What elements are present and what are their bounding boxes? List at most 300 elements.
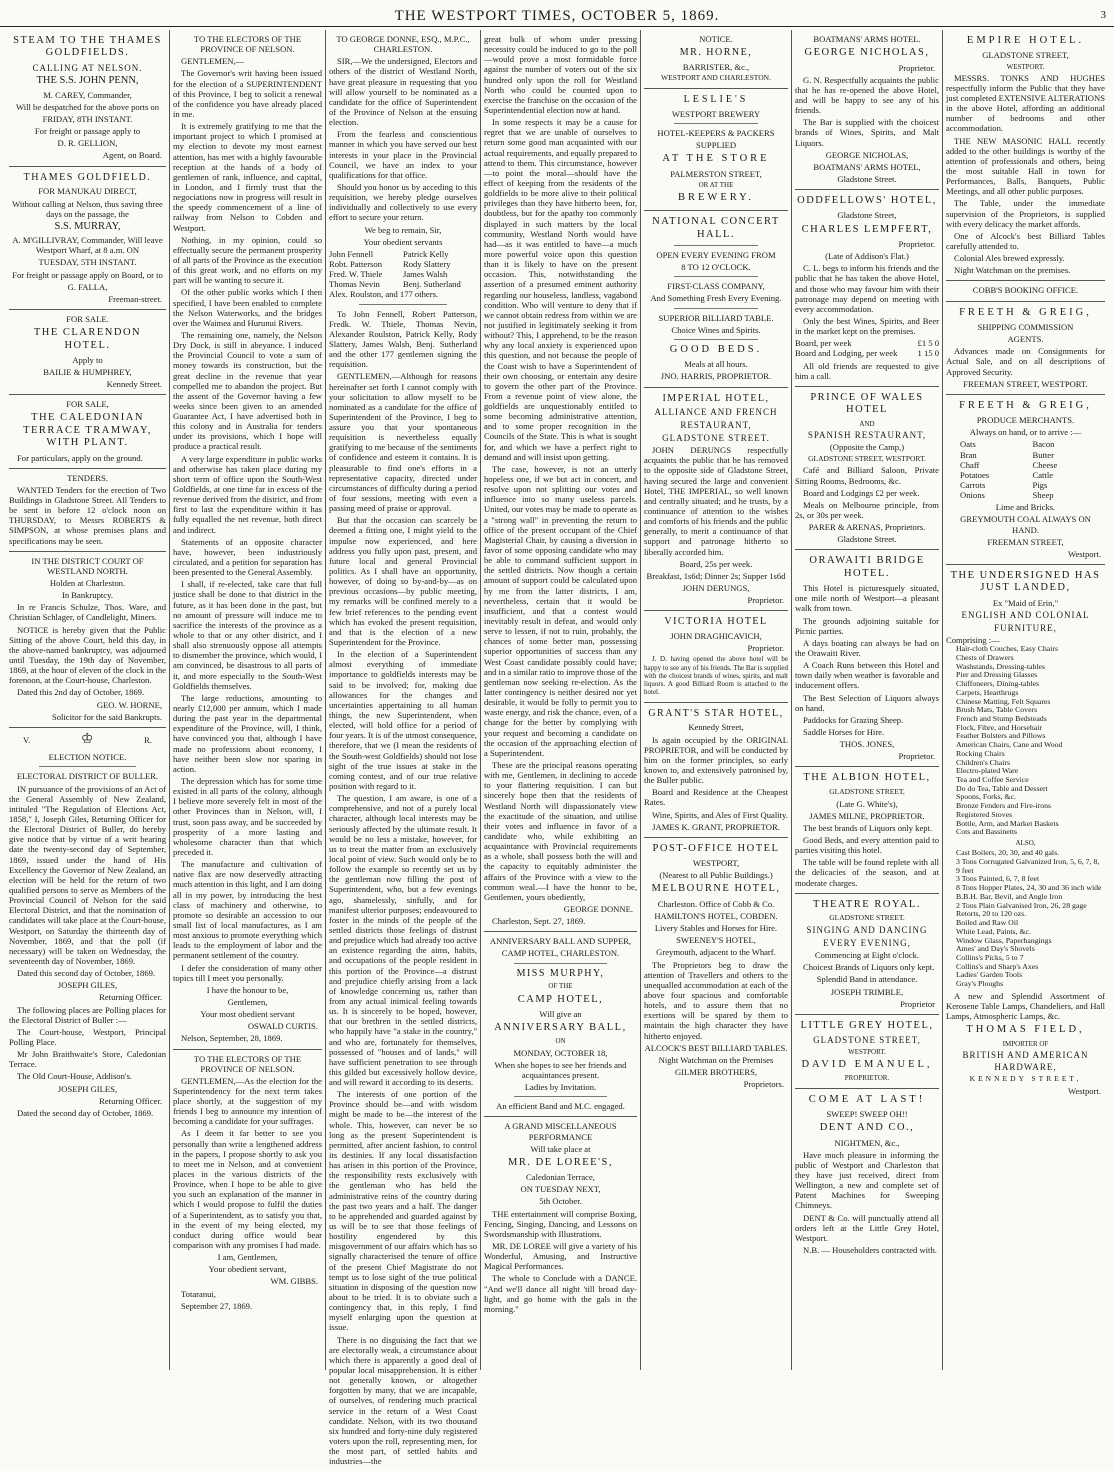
field-sub-3: BRITISH AND AMERICAN bbox=[962, 1049, 1089, 1060]
sweeney-heading: SWEENEY'S HOTEL, bbox=[676, 935, 756, 946]
signatory: Fred. W. Thiele bbox=[329, 269, 383, 280]
theatre-heading: THEATRE ROYAL. bbox=[813, 898, 921, 910]
orawaiti-body: Paddocks for Grazing Sheep. bbox=[803, 714, 904, 725]
signatory: Thomas Nevin bbox=[329, 279, 380, 290]
thames-notice bbox=[9, 167, 166, 310]
furniture-item: Pier and Dressing Glasses bbox=[956, 670, 1038, 680]
grant-sign: JAMES K. GRANT, PROPRIETOR. bbox=[652, 821, 780, 832]
curtis-para: A very large expenditure in public works and otherwise has taken place during my short term of office upon the South-West Goldfields, at one time far in excess of the revenue derived from the district, and from first to last the expenditure within it has fully equalled the net revenue, both direct and indirect. bbox=[173, 453, 322, 535]
oddfellows-body-2: Only the best Wines, Spirits, and Beer in the market kept on the premises. bbox=[795, 315, 939, 337]
polling-place: The Court-house, Westport, Principal Polling Place. bbox=[9, 1026, 166, 1047]
election-sign-2: JOSEPH GILES, bbox=[57, 1083, 118, 1094]
produce-item: Pigs bbox=[1032, 480, 1048, 491]
curtis-para: The large reductions, amounting to nearly £12,000 per annum, which I made during the past year in the departmental expenditure of the Province, will, I think, have convinced you that, although I have made no professions about economy, I have neither been slow nor sparing in action. bbox=[173, 692, 322, 774]
theatre-every: EVERY EVENING, bbox=[823, 937, 911, 948]
oddfellows-role: Proprietor. bbox=[898, 238, 935, 249]
furniture-item: Bronze Fenders and Fire-irons bbox=[956, 801, 1052, 811]
boatmans-label: BOATMANS' ARMS HOTEL. bbox=[813, 34, 921, 44]
sweep-body: Have much pleasure in informing the public of Westport and Charleston that they have just received, direct from Wellington, a new and complete set of Patent Machines for Sweeping Chimneys. bbox=[795, 1149, 939, 1211]
ball-band: An efficient Band and M.C. engaged. bbox=[496, 1101, 625, 1112]
signatory: John Fennell bbox=[329, 248, 374, 259]
post-note: (Nearest to all Public Buildings.) bbox=[659, 870, 773, 881]
royal-arms-icon: ♔ bbox=[80, 731, 94, 747]
grant-body: Is again occupied by the ORIGINAL PROPRIETOR, and will be conducted by him on the former principles, so early known to, and extensively patronised by, the Buller public. bbox=[644, 734, 788, 786]
empire-body: THE NEW MASONIC HALL recently added to the other buildings is worthy of the attention of professionals and others, being the most suitable Hall in town for Performances, Balls, Banquets, Public Meetings, and all other public purposes. bbox=[946, 135, 1105, 197]
produce-item: Bran bbox=[960, 449, 977, 460]
orawaiti-hotel bbox=[795, 550, 939, 767]
election-sign: JOSEPH GILES, bbox=[57, 980, 118, 991]
imperial-rest: RESTAURANT, bbox=[680, 419, 752, 430]
furniture-item: Chinese Matting, Felt Squares bbox=[956, 696, 1051, 706]
court-sign: GEO. W. HORNE, bbox=[96, 699, 162, 710]
boatmans-street: Gladstone Street. bbox=[837, 173, 897, 184]
oddfellows-name: CHARLES LEMPFERT, bbox=[801, 223, 933, 235]
freeth-street: FREEMAN STREET, WESTPORT. bbox=[963, 378, 1088, 389]
thames-ship: S.S. MURRAY, bbox=[54, 220, 121, 232]
furniture-item: Hair-cloth Couches, Easy Chairs bbox=[956, 644, 1059, 654]
furniture-item: Tea and Coffee Service bbox=[956, 775, 1029, 785]
theatre-royal bbox=[795, 894, 939, 1015]
field-place: Westport. bbox=[1068, 1085, 1101, 1096]
produce-item: Bacon bbox=[1032, 439, 1055, 450]
reply-cont: These are the principal reasons operating with me, Gentlemen, in declining to accede to your flattering requisition. I can but sincerely hope then that the residents of Westland North will dispassionately view the exactitude of the situation, and utilise their votes and influence in favor of a candidate who, while exhibiting an acquaintance with Provincial requirements as a whole, shall possess both the will and the capacity to equitably administer the affairs of the Province with a view to the common weal.—I have the honor to be, Gentlemen, yours obediently, bbox=[484, 759, 637, 902]
horne-name: MR. HORNE, bbox=[679, 47, 753, 59]
furniture-item: Spoons, Forks, &c. bbox=[956, 792, 1016, 802]
oddfellows-heading: ODDFELLOWS' HOTEL, bbox=[797, 195, 937, 207]
donne-remain-2: Your obedient servants bbox=[363, 236, 443, 247]
theatre-sing: SINGING AND DANCING bbox=[806, 924, 928, 935]
steam-freight: For freight or passage apply to bbox=[34, 126, 141, 137]
reply-to: To John Fennell, Robert Patterson, Fredk. W. Thiele, Thomas Nevin, Alexander Roulston, Patrick Kelly, Rody Slattery, James Walsh, Benj. Sutherland and the other 177 gentlemen signing the requisition. bbox=[329, 308, 477, 370]
prince-opp: (Opposite the Camp,) bbox=[829, 442, 905, 453]
tenders-label: TENDERS. bbox=[67, 472, 108, 483]
signatory: Robt. Patterson bbox=[329, 258, 382, 269]
empire-body: The Table, under the immediate supervision of the Proprietors, is supplied with every delicacy the market affords. bbox=[946, 198, 1105, 229]
prince-meals: Meals on Melbourne principle, from 2s, or 30s per week. bbox=[795, 499, 939, 520]
hardware-item: Cast Boilers, 20, 30, and 40 gals. bbox=[956, 848, 1060, 858]
ball-date: MONDAY, OCTOBER 18, bbox=[513, 1047, 608, 1058]
little-place: WESTPORT. bbox=[848, 1047, 886, 1056]
perf-place: Will take place at bbox=[530, 1143, 591, 1154]
curtis-para: I defer the consideration of many other topics till I meet you personally. bbox=[173, 962, 322, 983]
thames-body2: A. M'GILLIVRAY, Commander, Will leave Westport Wharf, at 8 a.m. ON bbox=[12, 235, 163, 256]
boatmans-heading: GEORGE NICHOLAS, bbox=[804, 47, 930, 59]
perf-date-2: 5th October. bbox=[539, 1196, 582, 1207]
court-heading: IN THE DISTRICT COURT OF WESTLAND NORTH. bbox=[31, 555, 144, 576]
melbourne-note: Charleston. Office of Cobb & Co. bbox=[657, 898, 775, 909]
post-night: Night Watchman on the Premises bbox=[658, 1054, 774, 1065]
theatre-band: Splendid Band in attendance. bbox=[816, 974, 918, 985]
masthead bbox=[0, 0, 1114, 27]
freeth-always: Always on hand, or to arrive :— bbox=[969, 427, 1082, 438]
horne-role: BARRISTER, &c., bbox=[682, 61, 750, 72]
concert-wines: Choice Wines and Spirits. bbox=[671, 324, 761, 335]
little-role: PROPRIETOR. bbox=[844, 1074, 890, 1083]
freeth-produce-street: FREEMAN STREET, bbox=[987, 536, 1064, 547]
leslie-supplied: SUPPLIED bbox=[695, 140, 737, 150]
court-re: In re Francis Schulze, Thos. Ware, and Christian Schlager, of Candlelight, Miners. bbox=[9, 602, 166, 623]
albion-body: Good Beds, and every attention paid to parties visiting this hotel. bbox=[795, 835, 939, 856]
election-dated: Dated this second day of October, 1869. bbox=[17, 968, 156, 979]
albion-body: The table will be found replete with all the delicacies of the season, and at moderate charges. bbox=[795, 857, 939, 888]
steam-master: M. CAREY, Commander, bbox=[43, 89, 132, 100]
empire-hotel bbox=[946, 30, 1105, 281]
field-lamps: A new and Splendid Assortment of Kerosene Table Lamps, Chandeliers, and Hall Lamps, Atmospheric Lamps, &c. bbox=[946, 990, 1105, 1022]
page-number: 3 bbox=[1100, 9, 1106, 21]
hardware-item: 8 Tons Hopper Plates, 24, 30 and 36 inch wide bbox=[956, 883, 1102, 893]
donne-reply-continued bbox=[484, 30, 637, 932]
performance-notice bbox=[484, 1117, 637, 1319]
little-grey-hotel bbox=[795, 1015, 939, 1089]
hardware-item: B.B.H. Bar, Bevil, and Angle Iron bbox=[956, 891, 1063, 901]
furniture-item: Brush Mats, Table Covers bbox=[956, 705, 1038, 715]
steam-heading: STEAM TO THE THAMES GOLDFIELDS. bbox=[13, 35, 162, 59]
perf-body: MR. DE LOREE will give a variety of his Wonderful, Amusing, and Instructive Magical Performances. bbox=[484, 1241, 637, 1272]
rate-value: £1 5 0 bbox=[917, 338, 939, 349]
orawaiti-body: A Coach Runs between this Hotel and town daily when weather is favorable and inducement offers. bbox=[795, 660, 939, 691]
post-role: Proprietors. bbox=[743, 1079, 784, 1090]
post-office-hotel bbox=[644, 838, 788, 1094]
column-4 bbox=[480, 30, 640, 1370]
field-also: ALSO, bbox=[1015, 839, 1036, 848]
newspaper-title: THE WESTPORT TIMES, OCTOBER 5, 1869. bbox=[394, 8, 720, 24]
column-2 bbox=[169, 30, 325, 1370]
reply-para: The interests of one portion of the Province should be—and with wisdom might be made to be—the interest of the whole. This, however, can never be so long as the present Superintendent is permitted, after ancient fashion, to control its destinies. If any local dissatisfaction has arisen in this portion of the Province, the responsibility rests exclusively with the gentleman who has held the administrative reins of the country during the past two years and a half. The danger to be apprehended and guarded against by us will be to see that those feelings of hostility engendered by this misgovernment of our affairs which has so signally characterised the tenure of office of the present Chief Magistrate do not tempt us to lose sight of the true political situation in disposing of the question now about to be tried. It is to obviate such a contingency that, in this reply, I find myself enlarging upon the question at issue. bbox=[329, 1089, 477, 1333]
sweep-body-2: DENT & Co. will punctually attend all orders left at the Little Grey Hotel, Westport. bbox=[795, 1212, 939, 1243]
furniture-item: American Chairs, Cane and Wood bbox=[956, 740, 1063, 750]
curtis-address bbox=[173, 30, 322, 1050]
curtis-sign: OSWALD CURTIS. bbox=[247, 1021, 318, 1032]
albion-late: (Late G. White's), bbox=[836, 798, 898, 809]
imperial-sign: JOHN DERUNGS, bbox=[682, 582, 750, 593]
horne-place: WESTPORT AND CHARLESTON. bbox=[661, 73, 771, 83]
clarendon-street: Kennedy Street. bbox=[106, 379, 162, 390]
leslie-name: LESLIE'S bbox=[683, 93, 749, 105]
court-bankruptcy: In Bankruptcy. bbox=[62, 590, 113, 601]
gibbs-para: As I deem it far better to see you personally than write a lengthened address in the papers, I propose shortly to ask you to meet me in Nelson, and at convenient places in the various districts of the Province, when I hope to be able to give you such an explanation of the manner in which I would propose to fulfil the duties of a Superintendent, as to satisfy you that, in the event of my being elected, my conduct during office would bear comparison with any promises I had made. bbox=[173, 1128, 322, 1251]
steam-date: FRIDAY, 8TH INSTANT. bbox=[42, 114, 133, 125]
empire-body: One of Alcock's best Billiard Tables carefully attended to. bbox=[946, 230, 1105, 252]
field-sub-2: FURNITURE, bbox=[994, 622, 1057, 633]
concert-heading: NATIONAL CONCERT HALL. bbox=[652, 216, 780, 240]
donne-dated: Charleston, Sept. 27, 1869. bbox=[492, 916, 586, 927]
freeth-produce bbox=[946, 395, 1105, 565]
prince-body: Café and Billiard Saloon, Private Sitting Rooms, Bedrooms, &c. bbox=[795, 465, 939, 486]
polling-place: Mr John Braithwaite's Store, Caledonian Terrace. bbox=[9, 1049, 166, 1070]
orawaiti-body: The grounds adjoining suitable for Picnic parties. bbox=[795, 615, 939, 636]
produce-list bbox=[946, 439, 1105, 500]
furniture-item: Chiffoneers, Dining-tables bbox=[956, 679, 1040, 689]
thames-body1: Without calling at Nelson, thus saving three days on the passage, the bbox=[12, 198, 163, 219]
imperial-board: Board, 25s per week. bbox=[679, 558, 753, 569]
signatory: James Walsh bbox=[403, 269, 448, 280]
thames-agent-note: Freeman-street. bbox=[108, 293, 162, 304]
thames-date: TUESDAY, 5TH INSTANT. bbox=[38, 257, 137, 268]
election-district: ELECTORAL DISTRICT OF BULLER. bbox=[16, 771, 159, 782]
ball-place: CAMP HOTEL, CHARLESTON. bbox=[501, 948, 620, 959]
reply-cont: great bulk of whom under pressing necessity could be induced to go to the poll—would prove a most formidable force against the number of voters out of the six hundred only upon the roll for Westland North who could be counted upon to exercise the franchise on the occasion of the Superintendential election now at hand. bbox=[484, 34, 637, 115]
grant-board: Board and Residence at the Cheapest Rates. bbox=[644, 787, 788, 808]
ball-hotel: CAMP HOTEL, bbox=[517, 993, 604, 1005]
field-sub-4: HARDWARE, bbox=[994, 1062, 1057, 1073]
hamilton-heading: HAMILTON'S HOTEL, COBDEN. bbox=[654, 910, 778, 921]
concert-meals: Meals at all hours. bbox=[684, 359, 748, 370]
orawaiti-sign: THOS. JONES, bbox=[839, 739, 895, 750]
orawaiti-body: This Hotel is picturesquely situated, one mile north of Westport—a pleasant walk from town. bbox=[795, 583, 939, 614]
melbourne-heading: MELBOURNE HOTEL, bbox=[651, 883, 781, 895]
perf-date: ON TUESDAY NEXT, bbox=[520, 1184, 601, 1195]
imperial-street: GLADSTONE STREET. bbox=[662, 432, 770, 443]
gibbs-dated-2: September 27, 1869. bbox=[181, 1300, 253, 1311]
donne-remain: We beg to remain, Sir, bbox=[364, 224, 442, 235]
column-5 bbox=[640, 30, 791, 1370]
freeth-sub-2: AGENTS. bbox=[1007, 334, 1044, 345]
tenders-body: WANTED Tenders for the erection of Two Buildings in Gladstone Street. All Tenders to be sent in before 12 o'clock noon on THURSDAY, to Messrs ROBERTS & SIMPSON, at whose premises plans and specifications may be seen. bbox=[9, 484, 166, 546]
field-comp: Comprising :— bbox=[946, 635, 1000, 646]
reply-para: There is no disguising the fact that we are electorally weak, a circumstance about which there is apparently a good deal of popular local misapprehension. It is either not generally known, or altogether forgotten by many, that we are incapable, of ourselves, of rendering much practical service in the return of a West Coast candidate. Nelson, with its two thousand six hundred and forty-nine duly registered voters upon the roll, representing men, for the most part, of settled habits and industries—the bbox=[329, 1334, 477, 1467]
produce-item: Oats bbox=[960, 439, 976, 450]
hardware-item: Window Glass, Paperhangings bbox=[956, 935, 1052, 945]
donne-para: Should you honor us by acceding to this requisition, we hereby pledge ourselves individually and collectively to use every effort to secure your return. bbox=[329, 181, 477, 223]
field-sub: ENGLISH AND COLONIAL bbox=[961, 609, 1090, 620]
produce-item: Sheep bbox=[1032, 490, 1054, 501]
hardware-item: 3 Tons Painted, 6, 7, 8 feet bbox=[956, 874, 1040, 884]
rate-value: 1 15 0 bbox=[917, 348, 939, 359]
orawaiti-body: The Best Selection of Liquors always on hand. bbox=[795, 692, 939, 713]
gibbs-dated: Totaranui, bbox=[181, 1288, 216, 1299]
freeth-heading: FREETH & GREIG, bbox=[959, 306, 1092, 318]
post-place: WESTPORT, bbox=[692, 858, 740, 869]
furniture-item: Chests of Drawers bbox=[956, 652, 1014, 662]
albion-street: GLADSTONE STREET, bbox=[829, 786, 905, 796]
hardware-item: Gray's Ploughs bbox=[956, 979, 1004, 989]
vr-left: V. bbox=[23, 735, 31, 746]
albion-name: JAMES MILNE, PROPRIETOR. bbox=[809, 810, 925, 821]
curtis-close-3: Your most obedient servant bbox=[200, 1009, 295, 1020]
furniture-list bbox=[946, 645, 1105, 837]
election-role: Returning Officer. bbox=[99, 992, 162, 1003]
orawaiti-heading: ORAWAITI BRIDGE HOTEL. bbox=[809, 555, 925, 579]
victoria-body: J. D. having opened the above hotel will be happy to see any of his friends. The Bar is supplied with the choicest brands of wines, spirits, and malt liquors. A good Billiard Room is attached to the hotel. bbox=[644, 655, 788, 697]
thames-freight: For freight or passage apply on Board, or to bbox=[12, 269, 163, 280]
sweeney-note: Greymouth, adjacent to the Wharf. bbox=[656, 947, 776, 958]
court-notice bbox=[9, 552, 166, 728]
concert-hours: 8 TO 12 O'CLOCK. bbox=[681, 262, 751, 273]
sale-label: FOR SALE. bbox=[66, 314, 109, 325]
victoria-role: Proprietor. bbox=[747, 643, 784, 654]
produce-item: Cheese bbox=[1032, 459, 1058, 470]
albion-body: The best brands of Liquors only kept. bbox=[803, 822, 933, 833]
field-imp: IMPORTER OF bbox=[1002, 1039, 1049, 1048]
grant-hotel bbox=[644, 703, 788, 838]
freeth-produce-sub: PRODUCE MERCHANTS. bbox=[976, 415, 1075, 426]
produce-item: Cattle bbox=[1032, 469, 1054, 480]
little-name: DAVID EMANUEL, bbox=[801, 1059, 933, 1071]
hardware-item: Collins's Picks, 5 to 7 bbox=[956, 952, 1024, 962]
prince-hotel bbox=[795, 387, 939, 551]
furniture-item: Electro-plated Ware bbox=[956, 766, 1019, 776]
donne-para: SIR,—We the undersigned, Electors and others of the district of Westland North, have great pleasure in requesting that you will allow yourself to be nominated as a candidate for the office of Superintendent of the Province of Nelson at the ensuing election. bbox=[329, 56, 477, 128]
gibbs-close: I am, Gentlemen, bbox=[217, 1252, 278, 1263]
freeth-produce-heading: FREETH & GREIG, bbox=[959, 399, 1092, 411]
freeth-sub: SHIPPING COMMISSION bbox=[977, 321, 1074, 332]
oddfellows-hotel bbox=[795, 190, 939, 387]
oddfellows-street: Gladstone Street, bbox=[837, 210, 897, 221]
hardware-item: White Lead, Paints, &c. bbox=[956, 926, 1031, 936]
hardware-item: 3 Tons Corrugated Galvanized Iron, 5, 6, 7, 8, 9 feet bbox=[956, 857, 1100, 875]
rate-label: Board and Lodging, per week bbox=[795, 348, 898, 359]
gibbs-heading: TO THE ELECTORS OF THE PROVINCE OF NELSON. bbox=[193, 1053, 302, 1074]
imperial-meals: Breakfast, 1s6d; Dinner 2s; Supper 1s6d bbox=[646, 570, 786, 581]
steam-agent: D. R. GELLION, bbox=[57, 138, 118, 149]
produce-item: Onions bbox=[960, 490, 985, 501]
vr-right: R. bbox=[144, 735, 152, 746]
signatory-last: Alex. Roulston, and 177 others. bbox=[329, 289, 439, 300]
sale-label-2: FOR SALE, bbox=[66, 399, 109, 410]
election-notice bbox=[9, 728, 166, 1123]
caledonian-body: For particulars, apply on the ground. bbox=[17, 452, 143, 463]
leslie-or: OR AT THE bbox=[698, 180, 734, 189]
signatories bbox=[329, 249, 477, 290]
sweep-name: DENT AND CO., bbox=[819, 1122, 915, 1134]
furniture-item: Do do Tea, Table and Dessert bbox=[956, 783, 1048, 793]
ball-of: OF THE bbox=[548, 982, 573, 991]
furniture-item: Children's Chairs bbox=[956, 757, 1011, 767]
court-role: Solicitor for the said Bankrupts. bbox=[51, 711, 162, 722]
horne-label: NOTICE. bbox=[699, 34, 733, 44]
leslie-brewery: WESTPORT BREWERY bbox=[671, 108, 761, 119]
leslie-street: PALMERSTON STREET, bbox=[670, 168, 762, 179]
imperial-sub: ALLIANCE AND FRENCH bbox=[654, 407, 778, 418]
empire-body: Colonial Ales brewed expressly. bbox=[954, 253, 1065, 264]
orawaiti-body: Saddle Horses for Hire. bbox=[803, 726, 885, 737]
curtis-salute: GENTLEMEN,— bbox=[181, 56, 245, 67]
boatmans-hotel bbox=[795, 30, 939, 190]
column-3 bbox=[325, 30, 480, 1467]
furniture-item: Rocking Chairs bbox=[956, 748, 1005, 758]
curtis-close-2: Gentlemen, bbox=[227, 996, 268, 1007]
albion-hotel bbox=[795, 767, 939, 893]
theatre-role: Proprietor bbox=[900, 998, 935, 1009]
ball-event: ANNIVERSARY BALL, bbox=[494, 1022, 627, 1034]
leslie-brew: BREWERY. bbox=[677, 191, 755, 203]
curtis-para: It is extremely gratifying to me that the important project to which I promised at my election to devote my most earnest attention, has met with a highly favourable reception at the hands of a body of gentlemen of rank, influence, and capital, in London, and I firmly trust that the negociations now in progress will result in the speedy commencement of a line of railway from Nelson to Cobden and Westport. bbox=[173, 121, 322, 233]
produce-last: Lime and Bricks. bbox=[995, 502, 1056, 513]
boatmans-sign-2: BOATMANS' ARMS HOTEL, bbox=[813, 161, 921, 172]
empire-body: MESSRS. TONKS AND HUGHES respectfully inform the Public that they have just completed EXTENSIVE ALTERATIONS in the above Hotel, affording an additional number of bedrooms and other accommodation. bbox=[946, 72, 1105, 134]
imperial-heading: IMPERIAL HOTEL, bbox=[662, 392, 770, 404]
freeth-body: Advances made on Consignments for Actual Sale, and on all descriptions of Approved Security. bbox=[946, 346, 1105, 377]
grant-street: Kennedy Street, bbox=[688, 722, 744, 733]
gibbs-sign: WM. GIBBS. bbox=[270, 1276, 318, 1287]
empire-place: WESTPORT. bbox=[1006, 62, 1045, 71]
victoria-heading: VICTORIA HOTEL bbox=[664, 616, 768, 628]
hardware-item: 2 Tons Plain Galvanised Iron, 26, 28 gage bbox=[956, 900, 1087, 910]
concert-prop: JNO. HARRIS, PROPRIETOR. bbox=[660, 371, 772, 382]
curtis-heading: TO THE ELECTORS OF THE PROVINCE OF NELSON. bbox=[193, 34, 302, 55]
furniture-item: Carpets, Hearthrugs bbox=[956, 687, 1019, 697]
furniture-item: Bottle, Arm, and Market Baskets bbox=[956, 818, 1059, 828]
hamilton-note: Livery Stables and Horses for Hire. bbox=[654, 923, 778, 934]
post-alcock: ALCOCK'S BEST BILLIARD TABLES. bbox=[644, 1042, 788, 1053]
little-street: GLADSTONE STREET, bbox=[813, 1035, 921, 1046]
horne-notice bbox=[644, 30, 788, 89]
gibbs-para: GENTLEMEN,—As the election for the Superintendency for the next term takes place shortly, at the suggestion of my friends I beg to announce my intention of becoming a candidate for your suffrages. bbox=[173, 1075, 322, 1127]
clarendon-who: BAILIE & HUMPHREY, bbox=[43, 367, 132, 378]
post-sign: GILMER BROTHERS, bbox=[674, 1066, 758, 1077]
curtis-para: Of the other public works which I then specified, I have been enabled to complete the Nelson Waterworks, and the bridges over the Waimea and Hurunui Rivers. bbox=[173, 287, 322, 328]
freeth-produce-place: Westport. bbox=[1068, 548, 1101, 559]
curtis-para: The manufacture and cultivation of native flax are now deservedly attracting much attention in this light, and I am doing all in my power, by introducing the best class of machinery and otherwise, to promote so desirable an accession to our small list of local manufactures, as I am most anxious to promote everything which leads to the employment of labor and the permanent settlement of the country. bbox=[173, 859, 322, 961]
curtis-close: I have the honour to be, bbox=[206, 984, 289, 995]
prince-board: Board and Lodgings £2 per week. bbox=[803, 487, 920, 498]
leslie-notice bbox=[644, 89, 788, 211]
field-heading: THE UNDERSIGNED HAS JUST LANDED, bbox=[950, 570, 1101, 594]
caledonian-sale bbox=[9, 395, 166, 468]
thames-agent: G. FALLA, bbox=[67, 281, 108, 292]
curtis-para: The remaining one, namely, the Nelson Dry Dock, is still in abeyance. I induced the Provincial Council to vote a sum of money towards its construction, but the great decline in the revenue that year compelled me to abandon the project. But the assent of the Governor having a few weeks since been given to an amended Guarantee Act, I have advertised both in this colony and in Australia for tenders under its provisions, which I hope will produce a practical result. bbox=[173, 329, 322, 452]
ball-give: Will give an bbox=[539, 1008, 582, 1019]
albion-heading: THE ALBION HOTEL, bbox=[803, 772, 931, 784]
grant-wine: Wine, Spirits, and Ales of First Quality. bbox=[652, 809, 788, 820]
signatory: Benj. Sutherland bbox=[403, 279, 461, 290]
field-furniture bbox=[946, 565, 1105, 1101]
produce-item: Potatoes bbox=[960, 469, 990, 480]
steam-ship: THE S.S. JOHN PENN, bbox=[36, 75, 139, 87]
donne-heading: TO GEORGE DONNE, ESQ., M.P.C., CHARLESTON. bbox=[336, 34, 470, 55]
prince-heading: PRINCE OF WALES HOTEL bbox=[810, 391, 924, 416]
curtis-para: The Governor's writ having been issued for the election of a SUPERINTENDENT of this Province, I beg to solicit a renewal of the confidence you have already placed in me. bbox=[173, 68, 322, 119]
polling-place: The Old Court-House, Addison's. bbox=[17, 1071, 132, 1082]
steam-body: Will be despatched for the above ports on bbox=[15, 101, 160, 112]
ball-body: When she hopes to see her friends and acquaintances present. bbox=[494, 1059, 627, 1080]
donne-sign: GEORGE DONNE. bbox=[563, 903, 633, 914]
produce-item: Carrots bbox=[960, 480, 986, 491]
court-holden: Holden at Charleston. bbox=[49, 578, 126, 588]
reply-para: In the election of a Superintendent almost everything of immediate importance to goldfields interests may be said to be involved; for, making due allowances for the changes and uncertainties appertaining to all human things, the new Superintendent, when elected, will hold office for a period of four years. It is of the utmost consequence, therefore, that we (I mean the residents of the South-west Goldfields) should not lose sight of the true issues at stake in the coming contest, and of our true relative position with regard to it. bbox=[329, 649, 477, 791]
reply-cont: The case, however, is not an utterly hopeless one, if we but act in concert, and resolve upon not splitting our votes and influence into so many useless parcels. United, our votes may be made to operate as a "strong wall" in preventing the return to office of the present occupant of the Chief Magisterial Chair, by causing a diversion in favor of some opposing candidate who may be able to command sufficient support in the settled districts. Now though a certain amount of support could be calculated upon by me from the latter districts, I am, nevertheless, certain that it would be insufficient, and that a contest would inevitably result in defeat, and would only serve to lessen, if not to ruin, probably, the chances of some better man, possessing superior opportunities of success than any West Coast candidate possibly could have; and in a similar ratio to improve those of the gentleman now seeking re-election. As the latter contingency is neither desired nor yet desirable, it would be folly to permit you to waste energy, and risk the chance, even, of a change for the better by complying with your request and becoming a candidate on the occasion of the approaching election of a Superintendent. bbox=[484, 463, 637, 758]
hardware-item: Ames' and Day's Shovels bbox=[956, 944, 1035, 954]
curtis-dated: Nelson, September, 28, 1869. bbox=[181, 1033, 283, 1044]
freeth-shipping bbox=[946, 302, 1105, 395]
leslie-keepers: HOTEL-KEEPERS & PACKERS bbox=[657, 127, 775, 138]
boatmans-body: The Bar is supplied with the choicest brands of Wines, Spirits, and Malt Liquors. bbox=[795, 117, 939, 148]
concert-company: FIRST-CLASS COMPANY, bbox=[667, 281, 765, 292]
court-dated: Dated this 2nd day of October, 1869. bbox=[17, 687, 145, 698]
curtis-para: Nothing, in my opinion, could so effectually secure the permanent prosperity of all parts of the Province as the execution of this great work, and no efforts on my part will be wanting to secure it. bbox=[173, 234, 322, 286]
column-1 bbox=[6, 30, 169, 1370]
prince-street-2: Gladstone Street. bbox=[837, 534, 897, 545]
field-ex: Ex "Maid of Erin," bbox=[992, 597, 1059, 608]
post-heading: POST-OFFICE HOTEL bbox=[652, 842, 780, 854]
imperial-body: JOHN DERUNGS respectfully acquaints the public that he has removed to the opposite side of Gladstone Street, having secured the large and convenient Hotel, THE IMPERIAL, so well known and centrally situated; and he trusts, by a continuance of attention to the wishes and comforts of his friends and the public generally, to merit a continuance of that support and patronage hitherto so liberally accorded him. bbox=[644, 445, 788, 557]
court-body: NOTICE is hereby given that the Public Sitting of the above Court, held this day, in the above-named bankruptcy, was adjourned until Tuesday, the 19th day of November, 1869, at the hour of eleven of the clock in the forenoon, at the Court-house, Charleston. bbox=[9, 624, 166, 686]
produce-item: Butter bbox=[1032, 449, 1054, 460]
orawaiti-body: A days boating can always be had on the Orawaiti River. bbox=[795, 637, 939, 658]
post-body: The Proprietors beg to draw the attention of Travellers and others to the unequalled accommodation at each of the above four spacious and comfortable hotels, and to assure them that no exertions will be spared by them to maintain the high character they have hitherto enjoyed. bbox=[644, 959, 788, 1041]
concert-billiard: SUPERIOR BILLIARD TABLE. bbox=[658, 312, 774, 323]
election-dated-2: Dated the second day of October, 1869. bbox=[17, 1107, 154, 1118]
ball-invite: Ladies by Invitation. bbox=[524, 1082, 597, 1093]
column-6 bbox=[791, 30, 942, 1370]
grant-heading: GRANT'S STAR HOTEL, bbox=[648, 707, 784, 719]
clarendon-apply: Apply to bbox=[72, 354, 103, 365]
perf-addr: Caledonian Terrace, bbox=[526, 1172, 595, 1183]
curtis-para: Statements of an opposite character have, however, been industriously circulated, and a petition for separation has been presented to the General Assembly. bbox=[173, 536, 322, 578]
furniture-item: Registered Stoves bbox=[956, 809, 1013, 819]
gibbs-address bbox=[173, 1050, 322, 1316]
concert-hall bbox=[644, 211, 788, 387]
